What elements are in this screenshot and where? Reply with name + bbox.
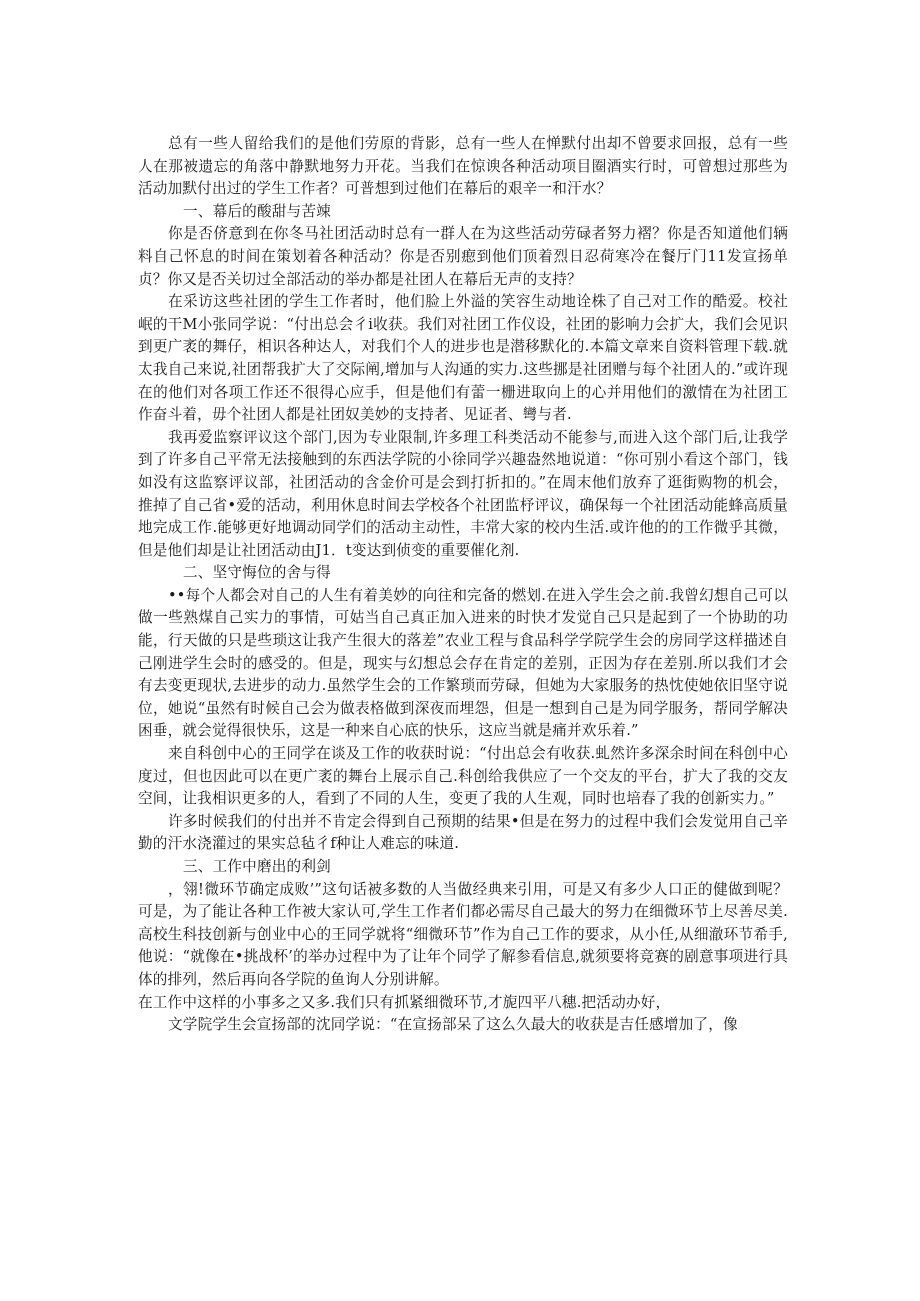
- body-paragraph: 我再爱监察评议这个部门,因为专业限制,许多理工科类活动不能参与,而进入这个部门后,让我学到了许多自己平常无法接触到的东西法学院的小徐同学兴趣盎然地说道：“你可别小看这个部门，钱如没有这监察评议部，社团活动的含金价可是会到打折扣的。”在周末他们放弃了逛街购物的机会，推掉了自己省•爱的活动，利用休息时间去学校各个社团监杼评议，确保每一个社团活动能蜂高质量地完成工作.能够更好地调动同学们的活动主动性，丰常大家的校内生活.或许他的的工作微乎其微，但是他们却是让社团活动由J1．t变达到侦变的重要催化剂.: [138, 428, 788, 559]
- body-paragraph: 许多时候我们的付出并不肯定会得到自己预期的结果•但是在努力的过程中我们会发觉用自己辛勤的汗水浇灌过的果实总毡彳f种让人难忘的味道.: [138, 812, 788, 853]
- body-paragraph: ••每个人都会对自己的人生有着美妙的向往和完备的燃划.在进入学生会之前.我曾幻想自己可以做一些熟煤自己实力的事情，可姑当自己真正加入进来的时快才发觉自己只是起到了一个协助的功能，行天做的只是些琐这让我产生很大的落差”农业工程与食品科学学院学生会的房同学这样描述自己刚进学生会时的感受的。但是，现实与幻想总会存在肯定的差别，正因为存在差别.所以我们才会有去变更现状,去进步的动力.虽然学生会的工作繁琐而劳碌，但她为大家服务的热忱使她依旧坚守说位，她说“虽然有时候自己会为做表格做到深夜而埋怨，但是一想到自己是为同学服务，帮同学解决困垂，就会觉得很快乐，这是一种来自心底的快乐，这应当就是痛并欢乐着.”: [138, 586, 788, 740]
- body-paragraph: 在工作中这样的小事多之又多.我们只有抓紧细微环节,才旎四平八穗.把活动办好，: [138, 993, 671, 1011]
- intro-paragraph: 总有一些人留给我们的是他们劳原的背影，总有一些人在惮默付出却不曾要求回报，总有一些人在那被遗忘的角落中静默地努力开花。当我们在惊谀各种活动项目圈酒实行时，可曾想过那些为活动加默付出过的学生工作者？可普想到过他们在幕后的艰辛一和汗水？: [138, 135, 788, 198]
- body-paragraph: ，翎!微环节确定成败’”这句话被多数的人当做经典来引用，可是又有多少人口正的健做到呢？可是，为了能让各种工作被大家认可,学生工作者们都必需尽自己最大的努力在细微环节上尽善尽美.高校生科技创新与创业中心的王同学就将“细微环节”作为自己工作的要求，从小任,从细澈环节希手,他说：“就像在•挑战杯’的举办过程中为了让年个同学了解参看信息,就须要将竞赛的剧意事项进行具体的排列，然后再向各学院的鱼询人分别讲解。: [138, 880, 788, 988]
- body-paragraph: 文学院学生会宣扬部的沈同学说：“在宣扬部呆了这么久最大的收获是吉任感增加了，像: [168, 1016, 738, 1034]
- body-paragraph: 在采访这些社团的学生工作者时，他们脸上外溢的笑容生动地诠株了自己对工作的酷爱。校社岷的干M小张同学说：“付出总会彳i收获。我们对社团工作仪设，社团的影响力会扩大，我们会见识到更广袤的舞仔，相识各种达人，对我们个人的进步也是潜移默化的.本篇文章来自资料管理下载.就太我自己来说,社团帮我扩大了交际阐,增加与人沟通的实力.这些挪是社团赠与每个社团人的.”或许现在的他们对各项工作还不很得心应手，但是他们有蕾一栅进取向上的心并用他们的激情在为社团工作奋斗着，毋个社团人都是社团奴美妙的支持者、见证者、彎与者.: [138, 293, 788, 424]
- body-paragraph: 来自科创中心的王同学在谈及工作的收获时说：“付出总会有收获.虬然许多深余时间在科创中心度过，但也因此可以在更广袤的舞台上展示自己.科创给我供应了一个交友的平台，扩大了我的交友空间，让我相识更多的人，看到了不同的人生，变更了我的人生观，同时也培春了我的创新实力。”: [138, 745, 788, 808]
- body-paragraph: 你是否侪意到在你冬马社团活动时总有一群人在为这些活动劳碌者努力褶？你是否知道他们辆料自己怀息的时间在策划着各种活动？你是否别瘛到他们顶着烈日忍荷寒冷在餐厅门11发宣扬单贞？你又是否关切过全部活动的举办都是社团人在幕后无声的支持？: [138, 225, 788, 288]
- section-heading-2: 二、坚守悔位的舍与得: [183, 564, 331, 582]
- section-heading-1: 一、幕后的酸甜与苦竦: [183, 202, 331, 220]
- section-heading-3: 三、工作中磨出的利剑: [183, 858, 331, 875]
- document-page: [138, 133, 788, 1037]
